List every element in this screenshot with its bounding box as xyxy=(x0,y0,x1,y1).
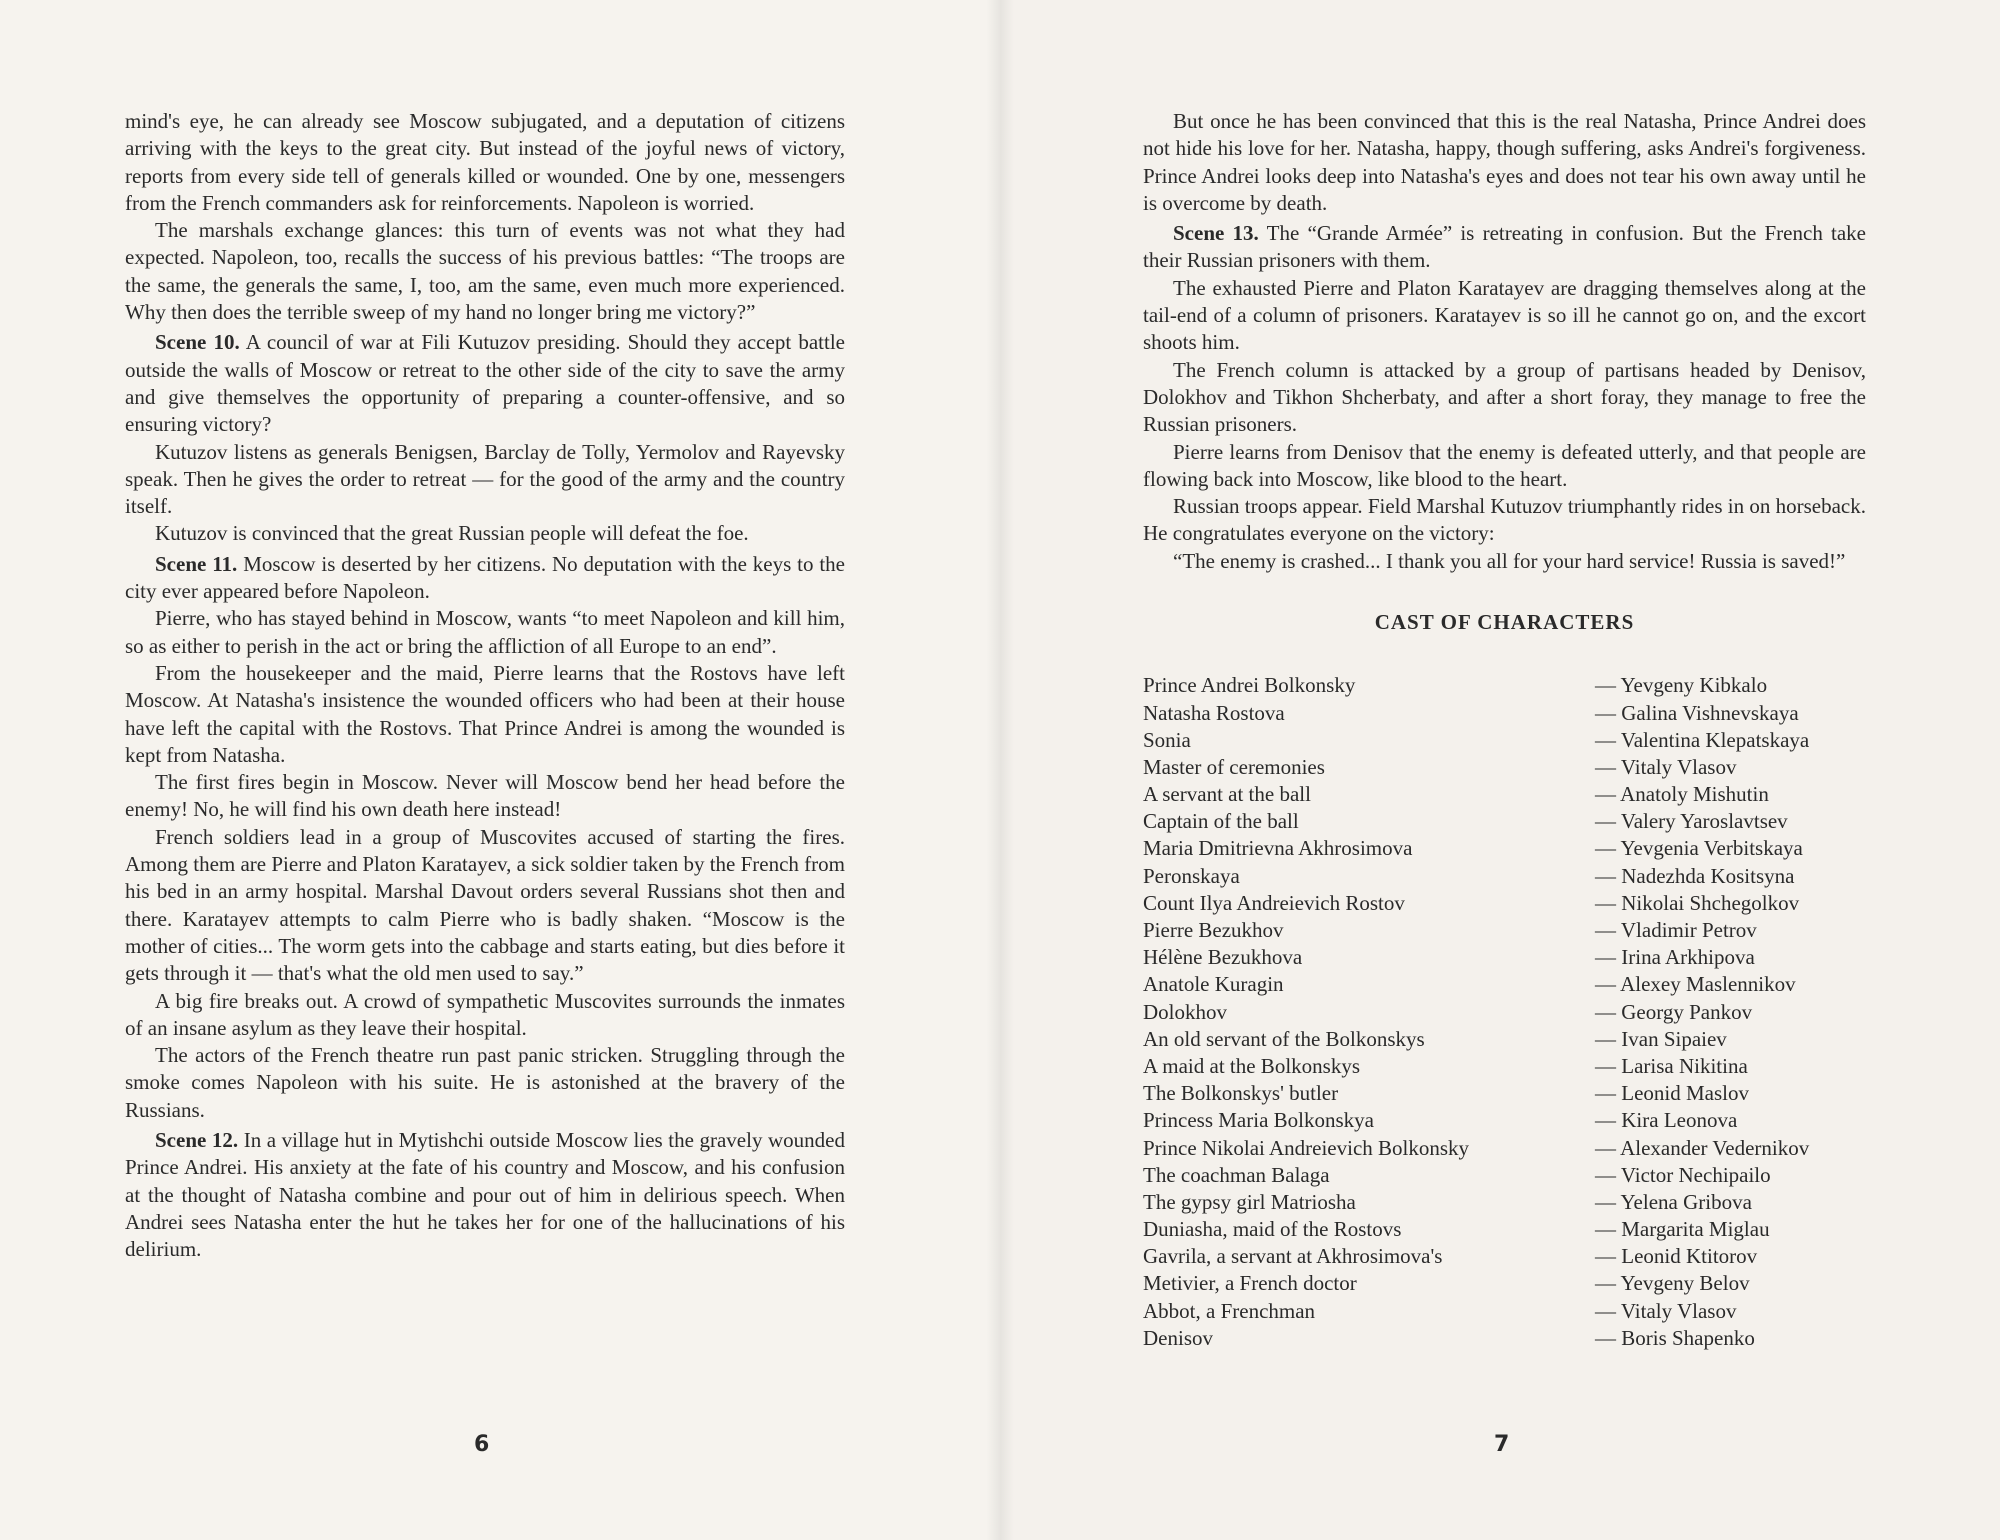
page-number-right: 7 xyxy=(1494,1432,1510,1457)
page-number-left: 6 xyxy=(474,1432,490,1457)
cast-actor: — Kira Leonova xyxy=(1595,1108,1738,1133)
paragraph xyxy=(125,660,845,769)
cast-row xyxy=(1143,917,1866,944)
cast-row xyxy=(1143,835,1866,862)
cast-row xyxy=(1143,781,1866,808)
paragraph xyxy=(1143,275,1866,357)
cast-role: Natasha Rostova xyxy=(1143,700,1285,725)
scene-heading: Scene 12. xyxy=(155,1127,239,1152)
cast-row xyxy=(1143,1325,1866,1352)
cast-role: Duniasha, maid of the Rostovs xyxy=(1143,1217,1402,1242)
paragraph xyxy=(1143,493,1866,548)
cast-actor: — Leonid Maslov xyxy=(1595,1081,1749,1106)
cast-row xyxy=(1143,971,1866,998)
paragraph-text: The marshals exchange glances: this turn of events was not what they had expected. Napoleon, too, recalls the success of his previous battles: “The troops are the same, the generals the same, I, too, am the same, even much more experienced. Why then does the terrible sweep of my hand no longer bring me victory?” xyxy=(125,218,845,325)
cast-role: Denisov xyxy=(1143,1325,1213,1350)
cast-actor: — Boris Shapenko xyxy=(1595,1325,1755,1350)
paragraph-text: The actors of the French theatre run past panic stricken. Struggling through the smoke comes Napoleon with his suite. He is astonished at the bravery of the Russians. xyxy=(125,1043,845,1122)
cast-actor: — Leonid Ktitorov xyxy=(1595,1244,1758,1269)
paragraph-text: mind's eye, he can already see Moscow subjugated, and a deputation of citizens arriving with the keys to the great city. But instead of the joyful news of victory, reports from every side tell of generals killed or wounded. One by one, messengers from the French commanders ask for reinforcements. Napoleon is worried. xyxy=(125,109,845,215)
cast-actor: — Nikolai Shchegolkov xyxy=(1595,890,1800,915)
cast-role: Captain of the ball xyxy=(1143,809,1299,834)
cast-row xyxy=(1143,863,1866,890)
paragraph-text: Moscow is deserted by her citizens. No deputation with the keys to the city ever appeared before Napoleon. xyxy=(125,551,845,604)
left-text-column xyxy=(125,108,845,1263)
cast-role: Prince Andrei Bolkonsky xyxy=(1143,673,1356,698)
paragraph xyxy=(125,1042,845,1124)
cast-title: CAST OF CHARACTERS xyxy=(1374,610,1635,635)
cast-actor: — Yelena Gribova xyxy=(1595,1189,1752,1214)
cast-role: Sonia xyxy=(1143,727,1191,752)
cast-row xyxy=(1143,808,1866,835)
paragraph xyxy=(1143,439,1866,494)
cast-actor: — Nadezhda Kositsyna xyxy=(1595,863,1795,888)
cast-row xyxy=(1143,1270,1866,1297)
scene-heading: Scene 10. xyxy=(155,330,240,355)
cast-actor: — Vitaly Vlasov xyxy=(1595,754,1737,779)
paragraph xyxy=(1143,548,1866,575)
paragraph-text: Pierre, who has stayed behind in Moscow, wants “to meet Napoleon and kill him, so as either to perish in the act or bring the affliction of all Europe to an end”. xyxy=(125,606,845,658)
paragraph-text: Kutuzov is convinced that the great Russian people will defeat the foe. xyxy=(155,521,749,546)
paragraph-text: French soldiers lead in a group of Muscovites accused of starting the fires. Among them are Pierre and Platon Karatayev, a sick soldier taken by the French from his bed in an army hospital. Marshal Davout orders several Russians shot then and there. Karatayev attempts to calm Pierre who is badly shaken. “Moscow is the mother of cities... The worm gets into the cabbage and starts eating, but dies before it gets through it — that's what the old men used to say.” xyxy=(125,824,845,986)
cast-row xyxy=(1143,1162,1866,1189)
cast-role: The Bolkonskys' butler xyxy=(1143,1081,1339,1106)
synopsis-continued xyxy=(1143,108,1866,575)
cast-actor: — Yevgenia Verbitskaya xyxy=(1595,836,1803,861)
paragraph-text: In a village hut in Mytishchi outside Moscow lies the gravely wounded Prince Andrei. His anxiety at the fate of his country and Moscow, and his confusion at the thought of Natasha combine and pour out of him in delirious speech. When Andrei sees Natasha enter the hut he takes her for one of the hallucinations of his delirium. xyxy=(125,1127,845,1262)
paragraph-text: The French column is attacked by a group of partisans headed by Denisov, Dolokhov and Tikhon Shcherbaty, and after a short foray, they manage to free the Russian prisoners. xyxy=(1143,357,1866,437)
right-page xyxy=(1000,0,2000,1540)
cast-row xyxy=(1143,1107,1866,1134)
cast-row xyxy=(1143,1298,1866,1325)
cast-row xyxy=(1143,1135,1866,1162)
cast-role: A servant at the ball xyxy=(1143,782,1311,807)
cast-row xyxy=(1143,999,1866,1026)
paragraph-text: Kutuzov listens as generals Benigsen, Barclay de Tolly, Yermolov and Rayevsky speak. Then he gives the order to retreat — for the good of the army and the country itself. xyxy=(125,439,845,519)
cast-actor: — Anatoly Mishutin xyxy=(1595,782,1769,807)
scene-heading: Scene 11. xyxy=(155,551,238,576)
cast-list xyxy=(1143,672,1866,1352)
right-text-column xyxy=(1143,108,1866,1352)
paragraph xyxy=(1143,108,1866,217)
cast-role: Maria Dmitrievna Akhrosimova xyxy=(1143,836,1413,861)
paragraph xyxy=(1143,220,1866,275)
cast-actor: — Georgy Pankov xyxy=(1595,999,1753,1024)
cast-row xyxy=(1143,754,1866,781)
cast-actor: — Valentina Klepatskaya xyxy=(1595,727,1810,752)
paragraph xyxy=(125,605,845,660)
cast-actor: — Alexander Vedernikov xyxy=(1595,1135,1810,1160)
paragraph-text: From the housekeeper and the maid, Pierre learns that the Rostovs have left Moscow. At Natasha's insistence the wounded officers who had been at their house have left the capital with the Rostovs. That Prince Andrei is among the wounded is kept from Natasha. xyxy=(125,660,845,767)
book-gutter xyxy=(986,0,1014,1540)
cast-actor: — Larisa Nikitina xyxy=(1595,1053,1748,1078)
cast-role: Anatole Kuragin xyxy=(1143,972,1284,997)
cast-role: Peronskaya xyxy=(1143,863,1240,888)
paragraph xyxy=(125,329,845,438)
paragraph xyxy=(125,769,845,824)
paragraph xyxy=(125,108,845,217)
paragraph-text: But once he has been convinced that this is the real Natasha, Prince Andrei does not hide his love for her. Natasha, happy, though suffering, asks Andrei's forgiveness. Prince Andrei looks deep into Natasha's eyes and does not tear his own away until he is overcome by death. xyxy=(1143,109,1866,215)
scene-heading: Scene 13. xyxy=(1173,221,1259,246)
cast-role: Metivier, a French doctor xyxy=(1143,1271,1357,1296)
cast-role: Dolokhov xyxy=(1143,999,1227,1024)
cast-actor: — Victor Nechipailo xyxy=(1595,1162,1771,1187)
cast-actor: — Vladimir Petrov xyxy=(1595,918,1757,943)
cast-role: Princess Maria Bolkonskya xyxy=(1143,1108,1374,1133)
paragraph-text: The exhausted Pierre and Platon Karatayev are dragging themselves along at the tail-end of a column of prisoners. Karatayev is so ill he cannot go on, and the excort shoots him. xyxy=(1143,275,1866,355)
cast-row xyxy=(1143,1053,1866,1080)
cast-actor: — Margarita Miglau xyxy=(1595,1217,1770,1242)
cast-actor: — Vitaly Vlasov xyxy=(1595,1298,1737,1323)
cast-role: Count Ilya Andreievich Rostov xyxy=(1143,890,1405,915)
cast-actor: — Valery Yaroslavtsev xyxy=(1595,809,1788,834)
cast-role: A maid at the Bolkonskys xyxy=(1143,1053,1360,1078)
cast-role: Prince Nikolai Andreievich Bolkonsky xyxy=(1143,1135,1470,1160)
cast-actor: — Galina Vishnevskaya xyxy=(1595,700,1799,725)
paragraph-text: The first fires begin in Moscow. Never will Moscow bend her head before the enemy! No, he will find his own death here instead! xyxy=(125,770,845,822)
cast-row xyxy=(1143,1026,1866,1053)
cast-actor: — Yevgeny Belov xyxy=(1595,1271,1750,1296)
paragraph-text: Pierre learns from Denisov that the enemy is defeated utterly, and that people are flowing back into Moscow, like blood to the heart. xyxy=(1143,439,1866,491)
cast-row xyxy=(1143,1243,1866,1270)
paragraph-text: The “Grande Armée” is retreating in confusion. But the French take their Russian prisoners with them. xyxy=(1143,221,1867,273)
paragraph xyxy=(1143,357,1866,439)
paragraph xyxy=(125,217,845,326)
cast-row xyxy=(1143,1189,1866,1216)
paragraph xyxy=(125,988,845,1043)
cast-actor: — Irina Arkhipova xyxy=(1595,945,1755,970)
cast-actor: — Yevgeny Kibkalo xyxy=(1595,673,1768,698)
paragraph-text: Russian troops appear. Field Marshal Kutuzov triumphantly rides in on horseback. He congratulates everyone on the victory: xyxy=(1143,494,1866,546)
cast-actor: — Ivan Sipaiev xyxy=(1595,1026,1727,1051)
paragraph-text: “The enemy is crashed... I thank you all for your hard service! Russia is saved!” xyxy=(1173,548,1846,573)
cast-row xyxy=(1143,944,1866,971)
paragraph xyxy=(125,439,845,521)
cast-role: Master of ceremonies xyxy=(1143,754,1325,779)
cast-role: The coachman Balaga xyxy=(1143,1162,1330,1187)
cast-role: Gavrila, a servant at Akhrosimova's xyxy=(1143,1244,1443,1269)
cast-actor: — Alexey Maslennikov xyxy=(1595,972,1796,997)
paragraph-text: A council of war at Fili Kutuzov presiding. Should they accept battle outside the walls of Moscow or retreat to the other side of the city to save the army and give themselves the opportunity of preparing a counter-offensive, and so ensuring victory? xyxy=(125,330,845,437)
paragraph xyxy=(125,520,845,547)
paragraph-text: A big fire breaks out. A crowd of sympathetic Muscovites surrounds the inmates of an insane asylum as they leave their hospital. xyxy=(125,988,845,1040)
cast-role: An old servant of the Bolkonskys xyxy=(1143,1026,1425,1051)
cast-row xyxy=(1143,890,1866,917)
cast-role: Hélène Bezukhova xyxy=(1143,945,1303,970)
paragraph xyxy=(125,1127,845,1263)
cast-row xyxy=(1143,700,1866,727)
cast-row xyxy=(1143,1080,1866,1107)
cast-row xyxy=(1143,1216,1866,1243)
cast-role: Pierre Bezukhov xyxy=(1143,918,1284,943)
cast-row xyxy=(1143,672,1866,699)
paragraph xyxy=(125,824,845,988)
cast-role: The gypsy girl Matriosha xyxy=(1143,1189,1356,1214)
paragraph xyxy=(125,551,845,606)
cast-row xyxy=(1143,727,1866,754)
cast-role: Abbot, a Frenchman xyxy=(1143,1298,1316,1323)
